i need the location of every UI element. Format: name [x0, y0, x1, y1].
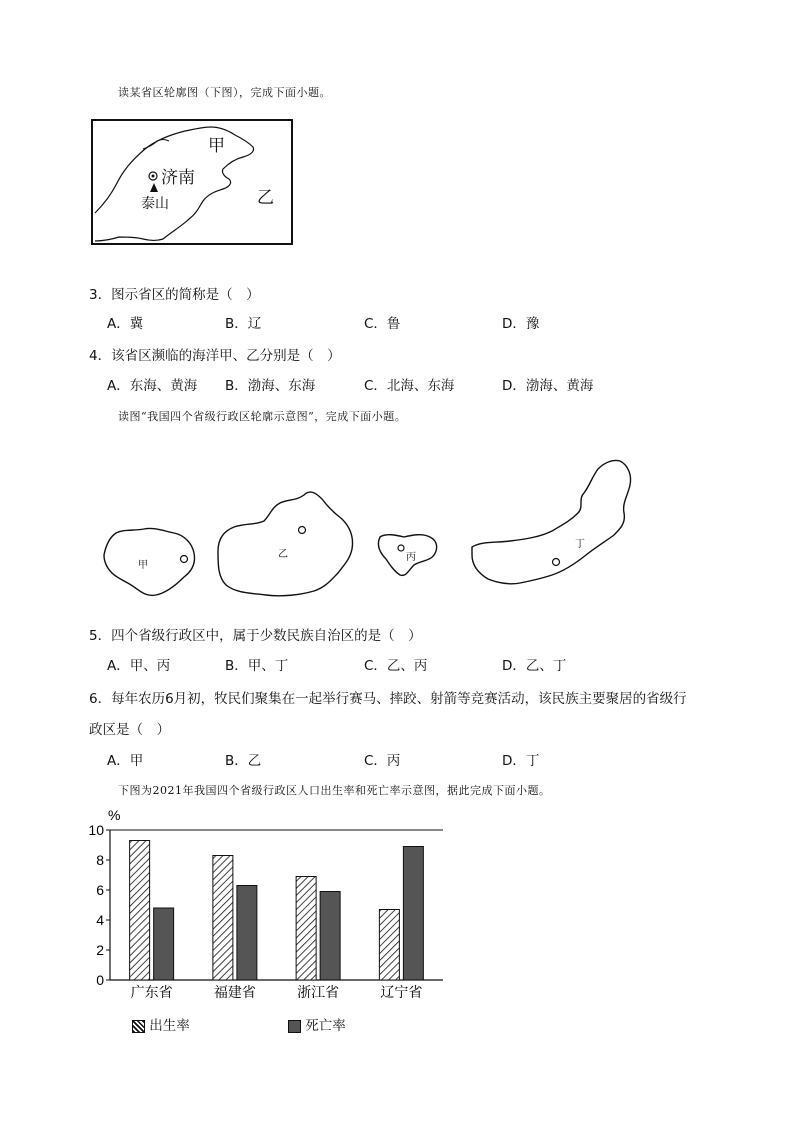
province-outline-map: [91, 119, 293, 245]
question-5-option-b[interactable]: B．甲、丁: [225, 658, 289, 674]
map2-label-jia: 甲: [138, 560, 148, 571]
x-category-label: 广东省: [130, 984, 173, 1000]
question-6-option-b[interactable]: B．乙: [225, 753, 262, 769]
question-6-stem-line-1: 6．每年农历6月初，牧民们聚集在一起举行赛马、摔跤、射箭等竞赛活动，该民族主要聚居的省级行: [89, 691, 687, 707]
question-4-option-d[interactable]: D．渤海、黄海: [502, 378, 594, 394]
legend-death-rate: [288, 1014, 346, 1034]
map2-label-ding: 丁: [575, 539, 585, 550]
y-tick-label: 10: [88, 822, 104, 838]
question-5-option-a[interactable]: A．甲、丙: [107, 658, 171, 674]
bar-birth-rate: [213, 856, 233, 981]
y-tick-label: 6: [96, 882, 104, 898]
y-axis-unit-label: %: [108, 807, 121, 823]
question-6-option-a[interactable]: A．甲: [107, 753, 144, 769]
bar-birth-rate: [296, 877, 316, 981]
bar-death-rate: [403, 847, 423, 981]
question-4-option-a[interactable]: A．东海、黄海: [107, 378, 198, 394]
question-3-stem: 3．图示省区的简称是（ ）: [89, 287, 260, 303]
question-6-option-c[interactable]: C．丙: [364, 753, 401, 769]
bar-death-rate: [154, 908, 174, 980]
capital-point-jia: [181, 556, 188, 563]
question-6-option-d[interactable]: D．丁: [502, 753, 540, 769]
y-tick-label: 4: [96, 912, 104, 928]
four-provinces-map: [100, 455, 645, 605]
question-4-option-b[interactable]: B．渤海、东海: [225, 378, 316, 394]
city-label-jinan: 济南: [161, 168, 195, 188]
question-3-option-b[interactable]: B．辽: [225, 316, 262, 332]
province-outline-yi: [218, 492, 353, 596]
legend-birth-label: 出生率: [149, 1018, 190, 1034]
province-outline-ding: [472, 460, 631, 583]
capital-point-ding: [553, 559, 560, 566]
mountain-triangle-icon: [150, 183, 158, 192]
x-category-label: 福建省: [213, 984, 256, 1000]
y-tick-label: 8: [96, 852, 104, 868]
bar-birth-rate: [130, 841, 150, 981]
question-3-option-d[interactable]: D．豫: [502, 316, 540, 332]
question-4-stem: 4．该省区濒临的海洋甲、乙分别是（ ）: [89, 348, 341, 364]
question-4-option-c[interactable]: C．北海、东海: [364, 378, 455, 394]
birth-death-rate-chart: [80, 800, 460, 1045]
bar-birth-rate: [379, 910, 399, 981]
capital-point-yi: [299, 527, 306, 534]
question-5-option-d[interactable]: D．乙、丁: [502, 658, 567, 674]
capital-point-bing: [398, 545, 404, 551]
x-category-label: 浙江省: [297, 984, 340, 1000]
sea-label-jia: 甲: [208, 136, 225, 156]
question-6-stem-line-2: 政区是（ ）: [89, 722, 170, 738]
map2-label-bing: 丙: [406, 552, 416, 563]
intro-text-1: 读某省区轮廓图（下图），完成下面小题。: [118, 86, 331, 99]
capital-symbol-inner: [152, 175, 155, 178]
province-outline-jia: [104, 528, 195, 595]
bar-death-rate: [237, 886, 257, 981]
mountain-label-taishan: 泰山: [141, 196, 169, 212]
y-tick-label: 2: [96, 942, 104, 958]
x-category-label: 辽宁省: [380, 984, 423, 1000]
legend-birth-swatch: [132, 1020, 145, 1033]
legend-death-swatch: [288, 1020, 301, 1033]
inner-line: [143, 140, 169, 150]
question-3-option-a[interactable]: A．冀: [107, 316, 144, 332]
question-5-option-c[interactable]: C．乙、丙: [364, 658, 428, 674]
question-5-stem: 5．四个省级行政区中，属于少数民族自治区的是（ ）: [89, 628, 422, 644]
intro-text-3: 下图为2021年我国四个省级行政区人口出生率和死亡率示意图，据此完成下面小题。: [118, 784, 551, 797]
sea-label-yi: 乙: [257, 188, 274, 208]
intro-text-2: 读图“我国四个省级行政区轮廓示意图”，完成下面小题。: [118, 410, 407, 423]
legend-birth-rate: [132, 1014, 190, 1034]
legend-death-label: 死亡率: [305, 1018, 346, 1034]
bar-death-rate: [320, 892, 340, 981]
map2-label-yi: 乙: [278, 549, 288, 560]
question-3-option-c[interactable]: C．鲁: [364, 316, 401, 332]
y-tick-label: 0: [96, 972, 104, 988]
